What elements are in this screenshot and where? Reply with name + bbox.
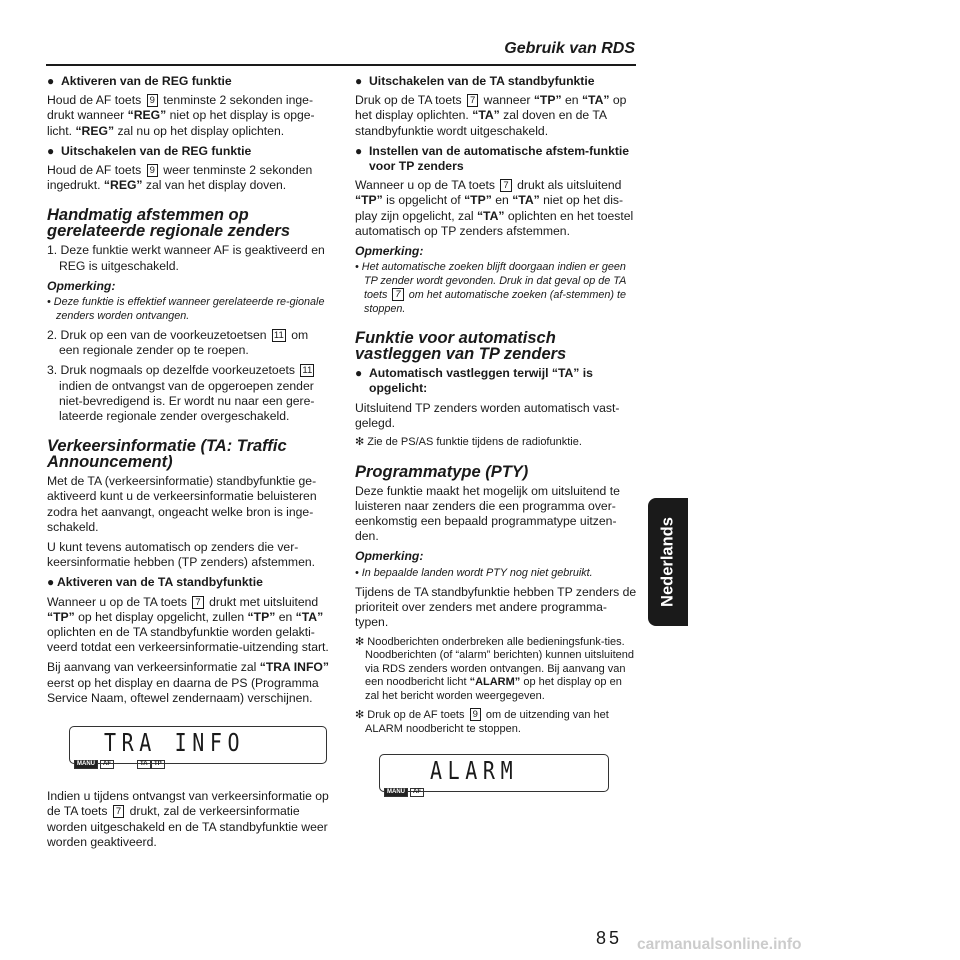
key-7: 7 xyxy=(467,94,478,107)
language-tab xyxy=(648,498,688,626)
manual-note: • Deze funktie is effektief wanneer gerelateerde re-gionale zenders worden ontvangen. xyxy=(47,296,325,322)
alarm-footnote: ✻ Noodberichten onderbreken alle bedieningsfunk-ties. Noodberichten (of “alarm” berichten) kunnen uitsluitend via RDS zenders worden ontvangen. Bij aanvang van een noodbericht licht “ALARM” op het display op en zal het bericht worden weergegeven. xyxy=(355,635,635,702)
language-tab-label: Nederlands xyxy=(658,517,677,607)
pty-heading: Programmatype (PTY) xyxy=(355,462,529,481)
ta-indicator: TA xyxy=(137,760,151,769)
traffic-info-paragraph-1: Met de TA (verkeersinformatie) standbyfunktie ge-aktiveerd kunt u de verkeersinformatie beluisteren zodra het aanvangt, ongeacht welke bron is inge-schakeld. xyxy=(47,474,317,534)
af-indicator: AF xyxy=(410,788,424,797)
key-9: 9 xyxy=(147,94,158,107)
manual-step-3: 3. Druk nogmaals op dezelfde voorkeuzetoets 11 indien de ontvangst van de opgeroepen zender niet-bevredigend is. Er wordt nu naar een gere-lateerde regionale zender overgeschakeld. xyxy=(47,363,315,424)
auto-store-heading: Funktie voor automatisch vastleggen van TP zenders xyxy=(355,329,567,364)
ta-off-text: Druk op de TA toets 7 wanneer “TP” en “TA” op het display oplichten. “TA” zal doven en de TA standbyfunktie wordt uitgeschakeld. xyxy=(355,93,627,138)
display-text: ALARM xyxy=(430,756,519,786)
ta-on-text: Wanneer u op de TA toets 7 drukt met uitsluitend “TP” op het display opgelicht, zullen “TP” en “TA” oplichten en de TA standbyfunktie worden gelakti-veerd totdat een verkeersinformatie-uitzending start. xyxy=(47,594,329,655)
pty-paragraph-2: Tijdens de TA standbyfunktie hebben TP zenders de prioriteit over zenders met andere programma-typen. xyxy=(355,585,637,630)
traffic-info-paragraph-2: U kunt tevens automatisch op zenders die ver-keersinformatie hebben (TP zenders) afstemmen. xyxy=(47,540,316,570)
auto-store-footnote: ✻ Zie de PS/AS funktie tijdens de radiofunktie. xyxy=(355,436,582,449)
display-text: TRA INFO xyxy=(104,728,246,758)
pty-paragraph-1: Deze funktie maakt het mogelijk om uitsluitend te luisteren naar zenders die een programma over-eenkomstig een bepaald programmatype uitzen-den. xyxy=(355,483,620,544)
right-column xyxy=(355,74,637,796)
display-tra-info xyxy=(69,726,327,768)
key-11: 11 xyxy=(302,365,313,377)
manual-tuning-heading: Handmatig afstemmen op gerelateerde regionale zenders xyxy=(47,206,291,241)
manual-step-2: 2. Druk op een van de voorkeuzetoetsen 11 om een regionale zender op te roepen. xyxy=(47,328,309,358)
header-title: Gebruik van RDS xyxy=(504,40,635,57)
header-rule xyxy=(46,64,636,66)
note-label: Opmerking: xyxy=(355,549,424,564)
reg-on-text: Houd de AF toets 9 tenminste 2 sekonden inge-drukt wanneer “REG” niet op het display is opge-licht. “REG” zal nu op het display oplichten. xyxy=(47,93,315,138)
auto-tp-heading: ● Instellen van de automatische afstem-funktie voor TP zenders xyxy=(355,144,637,174)
watermark: carmanualsonline.info xyxy=(637,936,802,953)
manu-indicator: MANU xyxy=(74,760,98,769)
traffic-info-heading: Verkeersinformatie (TA: Traffic Announcement) xyxy=(47,437,287,472)
manual-step-1: 1. Deze funktie werkt wanneer AF is geaktiveerd en REG is uitgeschakeld. xyxy=(47,243,325,273)
pty-note: • In bepaalde landen wordt PTY nog niet gebruikt. xyxy=(355,566,593,579)
left-column xyxy=(47,74,329,855)
note-label: Opmerking: xyxy=(47,278,116,293)
auto-tp-note: • Het automatische zoeken blijft doorgaan indien er geen TP zender wordt gevonden. Druk in dat geval op de TA toets 7 om het automatische zoeken (af-stemmen) te stoppen. xyxy=(355,261,626,315)
key-7: 7 xyxy=(392,288,403,301)
key-9: 9 xyxy=(147,164,158,177)
af-indicator: AF xyxy=(100,760,114,769)
alarm-stop-footnote: ✻ Druk op de AF toets 9 om de uitzending van het ALARM noodbericht te stoppen. xyxy=(355,709,609,735)
ta-during-text: Indien u tijdens ontvangst van verkeersinformatie op de TA toets 7 drukt, zal de verkeersinformatie worden uitgeschakeld en de TA standbyfunktie weer worden geaktiveerd. xyxy=(47,789,329,849)
auto-tp-text: Wanneer u op de TA toets 7 drukt als uitsluitend “TP” is opgelicht of “TP” en “TA” niet op het dis-play zijn opgelicht, zal “TA” oplichten en het toestel automatisch op TP zenders afstemmen. xyxy=(355,178,634,238)
reg-off-text: Houd de AF toets 9 weer tenminste 2 sekonden ingedrukt. “REG” zal van het display doven. xyxy=(47,163,313,193)
ta-info-text: Bij aanvang van verkeersinformatie zal “TRA INFO” eerst op het display en daarna de PS (Programma Service Naam, oftewel zendernaam) verschijnen. xyxy=(47,660,329,705)
manu-indicator: MANU xyxy=(384,788,408,797)
auto-store-text: Uitsluitend TP zenders worden automatisch vast-gelegd. xyxy=(355,400,620,430)
display-alarm xyxy=(379,754,609,796)
note-label: Opmerking: xyxy=(355,244,424,259)
key-9: 9 xyxy=(470,708,481,721)
ta-on-heading: ● Aktiveren van de TA standbyfunktie xyxy=(47,575,329,590)
ta-off-heading: ● Uitschakelen van de TA standbyfunktie xyxy=(355,74,637,89)
tp-indicator: TP xyxy=(151,760,165,769)
key-11: 11 xyxy=(273,330,284,342)
key-7: 7 xyxy=(113,805,124,818)
key-7: 7 xyxy=(500,179,511,192)
page-number: 85 xyxy=(596,928,623,948)
reg-off-heading: ● Uitschakelen van de REG funktie xyxy=(47,144,329,159)
key-7: 7 xyxy=(192,596,203,609)
reg-on-heading: ● Aktiveren van de REG funktie xyxy=(47,74,329,89)
auto-store-subheading: ● Automatisch vastleggen terwijl “TA” is opgelicht: xyxy=(355,366,637,396)
